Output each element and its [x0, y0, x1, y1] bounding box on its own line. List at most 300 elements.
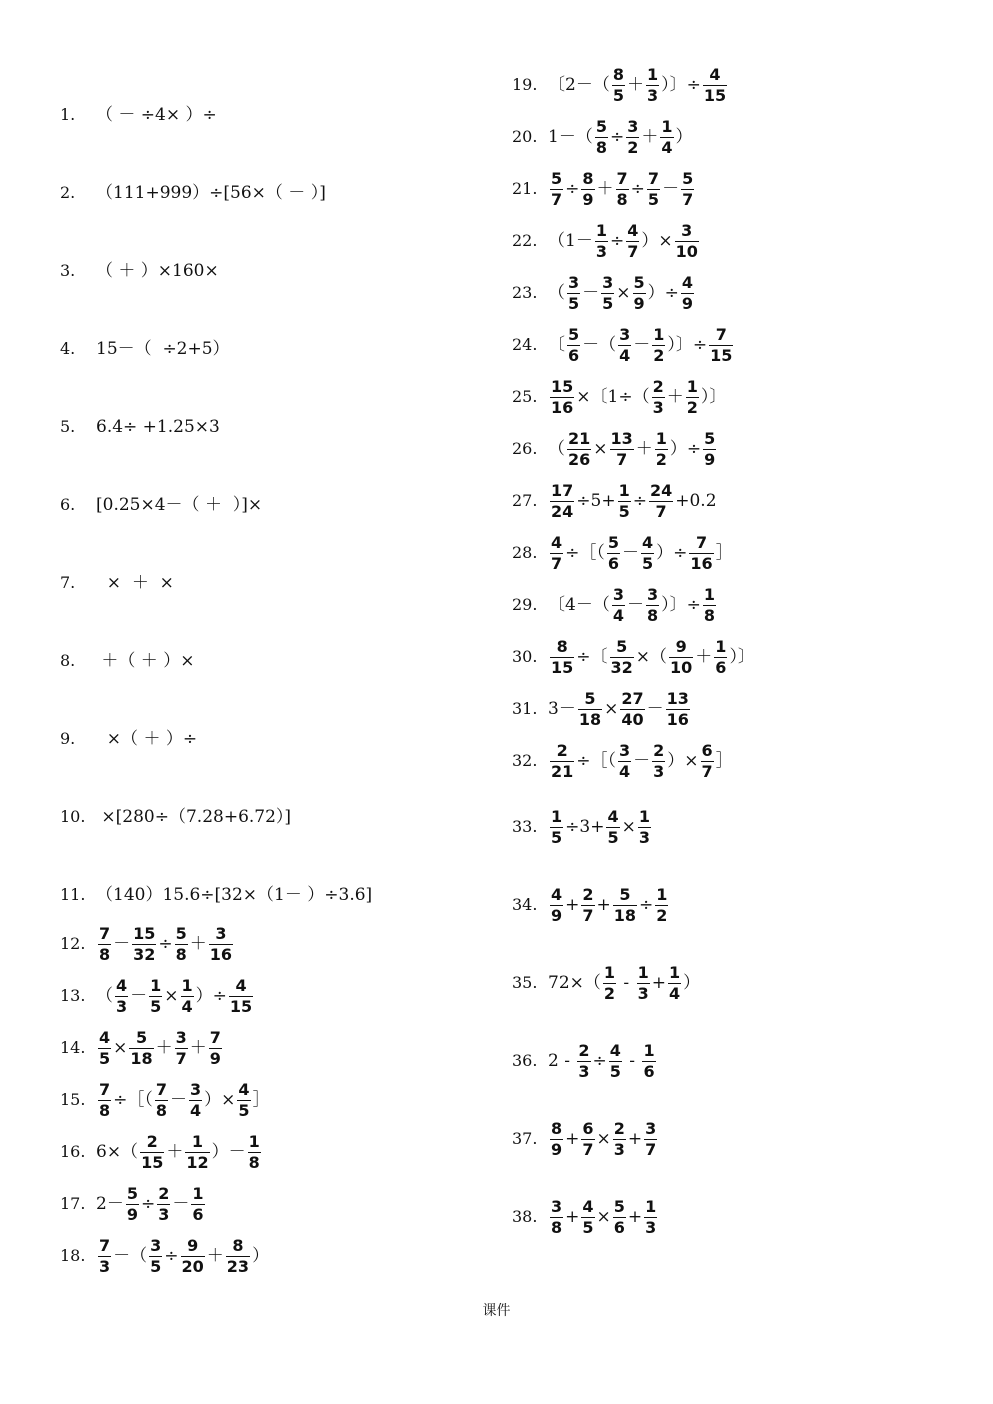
problem-1 — [60, 94, 217, 136]
fraction-denominator: 9 — [681, 293, 694, 313]
fraction-denominator: 4 — [661, 137, 673, 157]
fraction-numerator: 9 — [675, 636, 687, 656]
fraction — [637, 963, 650, 1004]
fraction-denominator: 16 — [666, 709, 689, 729]
expression-text: + — [565, 1128, 580, 1149]
fraction — [98, 1080, 111, 1121]
problem-number: 22. — [512, 231, 538, 250]
fraction-denominator: 16 — [551, 397, 574, 417]
fraction-denominator: 9 — [633, 293, 645, 313]
problem-number: 19. — [512, 75, 538, 94]
fraction — [681, 169, 694, 210]
fraction-denominator: 32 — [610, 657, 633, 677]
fraction-numerator: 4 — [582, 1196, 594, 1216]
fraction — [668, 963, 681, 1004]
fraction-denominator: 3 — [613, 1139, 625, 1159]
problem-4 — [60, 328, 230, 370]
fraction — [613, 885, 637, 926]
fraction — [652, 741, 665, 782]
expression-text: － — [646, 698, 664, 719]
fraction-numerator: 6 — [582, 1118, 594, 1138]
fraction-denominator: 5 — [582, 1217, 594, 1237]
expression-text: － — [633, 334, 651, 355]
fraction — [601, 273, 614, 314]
fraction-numerator: 3 — [627, 116, 639, 136]
fraction-denominator: 9 — [551, 905, 563, 925]
fraction-numerator: 9 — [187, 1235, 199, 1255]
fraction — [641, 533, 654, 574]
fraction — [229, 976, 253, 1017]
fraction-denominator: 5 — [99, 1048, 111, 1068]
fraction-numerator: 4 — [116, 975, 128, 995]
expression-text: + — [565, 894, 580, 915]
fraction-denominator: 3 — [638, 827, 650, 847]
fraction-numerator: 7 — [155, 1079, 168, 1099]
fraction — [550, 169, 563, 210]
fraction — [606, 807, 619, 848]
expression-text: ÷ — [158, 933, 173, 954]
fraction-denominator: 3 — [637, 983, 649, 1003]
fraction-denominator: 9 — [209, 1048, 221, 1068]
fraction — [609, 1041, 622, 1082]
fraction-denominator: 3 — [653, 761, 665, 781]
expression-text: － — [172, 1193, 190, 1214]
expression-text: ×（ — [635, 646, 668, 667]
problem-number: 29. — [512, 595, 538, 614]
fraction-numerator: 3 — [551, 1196, 563, 1216]
fraction — [581, 885, 594, 926]
expression-text: ＋ — [666, 386, 684, 407]
problem-33 — [512, 806, 653, 848]
fraction-numerator: 1 — [248, 1131, 260, 1151]
fraction-denominator: 5 — [150, 996, 162, 1016]
fraction-denominator: 18 — [613, 905, 637, 925]
expression-text: + — [627, 1128, 643, 1149]
fraction-numerator: 3 — [645, 1118, 657, 1138]
fraction-denominator: 6 — [607, 553, 620, 573]
fraction-numerator: 1 — [551, 806, 563, 826]
fraction — [550, 1197, 563, 1238]
fraction-numerator: 3 — [602, 272, 614, 292]
problem-35 — [512, 962, 700, 1004]
fraction — [681, 273, 694, 314]
expression-text: ＋ — [641, 126, 659, 147]
fraction — [550, 885, 563, 926]
fraction-denominator: 4 — [619, 761, 631, 781]
fraction-numerator: 5 — [704, 428, 716, 448]
fraction-denominator: 4 — [668, 983, 681, 1003]
expression-text: ）÷ — [669, 438, 702, 459]
fraction-numerator: 8 — [582, 168, 594, 188]
problem-31 — [512, 688, 692, 730]
expression-text: ）× — [667, 750, 699, 771]
fraction — [644, 1119, 657, 1160]
expression-text: ） — [252, 1245, 270, 1266]
expression-text: + — [627, 1206, 643, 1227]
fraction-numerator: 5 — [551, 168, 563, 188]
fraction-denominator: 9 — [551, 1139, 563, 1159]
expression-text: ）〕÷ — [661, 74, 701, 95]
fraction-numerator: 15 — [551, 376, 574, 396]
fraction-numerator: 2 — [653, 740, 665, 760]
problem-2 — [60, 172, 326, 214]
fraction-numerator: 1 — [643, 1040, 655, 1060]
expression-text: （ — [96, 985, 113, 1006]
expression-text: ）× — [204, 1089, 236, 1110]
fraction — [550, 637, 574, 678]
fraction-numerator: 1 — [192, 1183, 204, 1203]
fraction-numerator: 1 — [645, 1196, 657, 1216]
fraction-denominator: 2 — [627, 137, 639, 157]
expression-text: － — [662, 178, 680, 199]
problem-26 — [512, 428, 718, 470]
fraction-denominator: 6 — [643, 1061, 655, 1081]
fraction-denominator: 32 — [133, 944, 156, 964]
expression-text: ］ — [715, 542, 733, 563]
fraction-numerator: 1 — [653, 324, 665, 344]
fraction-numerator: 7 — [715, 324, 727, 344]
expression-text: ×〔1÷（ — [576, 386, 650, 407]
fraction — [618, 481, 631, 522]
problem-number: 38. — [512, 1207, 538, 1226]
fraction — [647, 169, 660, 210]
fraction-denominator: 15 — [229, 996, 253, 1016]
fraction — [638, 807, 651, 848]
fraction-denominator: 5 — [551, 827, 563, 847]
fraction-denominator: 2 — [655, 449, 667, 469]
expression-text: ÷5+ — [576, 490, 616, 511]
fraction-numerator: 2 — [556, 740, 568, 760]
expression-text: ］ — [715, 750, 733, 771]
fraction — [226, 1236, 250, 1277]
fraction — [577, 1041, 590, 1082]
fraction-denominator: 15 — [703, 85, 727, 105]
expression-text: 2－ — [96, 1193, 124, 1214]
fraction — [157, 1184, 170, 1225]
fraction-numerator: 13 — [610, 428, 633, 448]
fraction-denominator: 4 — [181, 996, 193, 1016]
expression-text: －（ — [113, 1245, 148, 1266]
fraction — [603, 963, 616, 1004]
fraction-denominator: 2 — [656, 905, 668, 925]
expression-text: ÷ — [164, 1245, 179, 1266]
fraction — [578, 689, 602, 730]
fraction-numerator: 5 — [135, 1027, 148, 1047]
fraction-numerator: 1 — [686, 376, 698, 396]
fraction — [646, 585, 659, 626]
fraction — [613, 1119, 626, 1160]
fraction — [703, 429, 716, 470]
fraction — [209, 924, 233, 965]
fraction — [626, 117, 639, 158]
fraction-numerator: 8 — [232, 1235, 244, 1255]
fraction-numerator: 5 — [584, 688, 596, 708]
fraction-denominator: 8 — [703, 605, 715, 625]
fraction-denominator: 8 — [551, 1217, 563, 1237]
fraction — [189, 1080, 202, 1121]
fraction-denominator: 6 — [192, 1204, 204, 1224]
expression-text: [0.25×4－（ ＋ ）]× — [96, 494, 263, 515]
fraction — [607, 533, 620, 574]
fraction — [633, 273, 646, 314]
fraction — [703, 65, 727, 106]
fraction-denominator: 9 — [126, 1204, 138, 1224]
fraction — [140, 1132, 164, 1173]
fraction-denominator: 15 — [710, 345, 733, 365]
problem-number: 28. — [512, 543, 538, 562]
problem-number: 6. — [60, 495, 76, 514]
fraction-denominator: 7 — [616, 449, 628, 469]
fraction-denominator: 4 — [190, 1100, 202, 1120]
expression-text: × ＋ × — [96, 572, 174, 593]
fraction — [149, 1236, 162, 1277]
problem-24 — [512, 324, 735, 366]
problem-22 — [512, 220, 701, 262]
fraction-denominator: 10 — [675, 241, 698, 261]
fraction-denominator: 7 — [701, 761, 713, 781]
problem-8 — [60, 640, 194, 682]
expression-text: ）〕 — [700, 386, 727, 407]
fraction-numerator: 1 — [661, 116, 673, 136]
fraction — [550, 377, 574, 418]
problem-19 — [512, 64, 729, 106]
fraction-denominator: 16 — [209, 944, 233, 964]
fraction — [550, 481, 574, 522]
problem-number: 35. — [512, 973, 538, 992]
fraction-numerator: 4 — [607, 806, 619, 826]
fraction-denominator: 2 — [653, 345, 665, 365]
expression-text: ＋ — [155, 1037, 173, 1058]
fraction-denominator: 15 — [141, 1152, 164, 1172]
fraction — [689, 533, 713, 574]
fraction-numerator: 4 — [642, 532, 654, 552]
expression-text: 〔2－（ — [548, 74, 610, 95]
problem-12 — [60, 923, 235, 965]
fraction-numerator: 7 — [99, 1079, 111, 1099]
fraction — [175, 1028, 188, 1069]
fraction-numerator: 3 — [612, 584, 624, 604]
fraction-denominator: 18 — [578, 709, 602, 729]
fraction-numerator: 1 — [656, 884, 668, 904]
fraction-denominator: 7 — [582, 1139, 594, 1159]
fraction-numerator: 1 — [595, 220, 607, 240]
expression-text: ＋ — [596, 178, 614, 199]
fraction — [115, 976, 128, 1017]
problem-number: 31. — [512, 699, 538, 718]
fraction-denominator: 12 — [186, 1152, 209, 1172]
fraction — [618, 741, 631, 782]
expression-text: ÷ — [609, 230, 625, 251]
fraction — [595, 117, 608, 158]
fraction-denominator: 6 — [613, 1217, 625, 1237]
fraction — [175, 924, 188, 965]
problem-number: 5. — [60, 417, 76, 436]
problem-20 — [512, 116, 693, 158]
expression-text: ÷［（ — [576, 750, 617, 771]
fraction — [550, 741, 574, 782]
fraction — [646, 65, 659, 106]
fraction-denominator: 2 — [603, 983, 616, 1003]
expression-text: ＋（ ＋ ）× — [96, 650, 195, 671]
fraction-numerator: 3 — [619, 324, 631, 344]
fraction-numerator: 2 — [578, 1040, 590, 1060]
fraction — [209, 1028, 222, 1069]
problem-number: 4. — [60, 339, 76, 358]
fraction-denominator: 7 — [551, 553, 563, 573]
expression-text: ÷［（ — [565, 542, 605, 563]
fraction-numerator: 4 — [551, 884, 563, 904]
fraction — [181, 976, 194, 1017]
expression-text: × — [593, 438, 608, 459]
fraction-denominator: 8 — [175, 944, 187, 964]
fraction-numerator: 1 — [181, 975, 193, 995]
expression-text: × — [604, 698, 619, 719]
fraction — [581, 1119, 594, 1160]
problem-number: 1. — [60, 105, 76, 124]
problem-number: 13. — [60, 986, 86, 1005]
fraction — [248, 1132, 261, 1173]
fraction-denominator: 3 — [99, 1256, 111, 1276]
problem-number: 27. — [512, 491, 538, 510]
fraction-denominator: 9 — [704, 449, 716, 469]
expression-text: 15－（ ÷2+5） — [96, 338, 230, 359]
fraction-numerator: 13 — [666, 688, 689, 708]
expression-text: ×[280÷（7.28+6.72）] — [96, 806, 292, 827]
problem-number: 18. — [60, 1246, 86, 1265]
fraction — [155, 1080, 168, 1121]
fraction-denominator: 4 — [619, 345, 631, 365]
fraction — [655, 429, 668, 470]
fraction — [567, 325, 580, 366]
fraction — [185, 1132, 209, 1173]
problem-number: 7. — [60, 573, 76, 592]
fraction — [610, 429, 634, 470]
expression-text: ］ — [252, 1089, 270, 1110]
fraction-denominator: 8 — [99, 1100, 111, 1120]
fraction-numerator: 2 — [146, 1131, 158, 1151]
fraction-denominator: 16 — [690, 553, 713, 573]
fraction-numerator: 8 — [612, 64, 624, 84]
fraction-denominator: 5 — [612, 85, 624, 105]
expression-text: ＋ — [206, 1245, 224, 1266]
expression-text: × — [621, 816, 636, 837]
fraction — [550, 533, 563, 574]
fraction-numerator: 4 — [609, 1040, 621, 1060]
problem-5 — [60, 406, 220, 448]
fraction-numerator: 3 — [568, 272, 580, 292]
fraction-denominator: 5 — [568, 293, 580, 313]
fraction — [686, 377, 699, 418]
problem-36 — [512, 1040, 658, 1082]
fraction-denominator: 8 — [155, 1100, 168, 1120]
expression-text: － — [170, 1089, 188, 1110]
problem-32 — [512, 740, 733, 782]
problem-number: 25. — [512, 387, 538, 406]
problem-13 — [60, 975, 255, 1017]
problem-37 — [512, 1118, 659, 1160]
fraction-denominator: 6 — [715, 657, 727, 677]
fraction-numerator: 4 — [551, 532, 563, 552]
fraction-numerator: 1 — [637, 962, 649, 982]
fraction-numerator: 5 — [682, 168, 694, 188]
problem-number: 21. — [512, 179, 538, 198]
fraction-numerator: 1 — [655, 428, 667, 448]
problem-number: 12. — [60, 934, 86, 953]
fraction-numerator: 7 — [616, 168, 628, 188]
expression-text: － — [622, 542, 640, 563]
fraction-denominator: 5 — [238, 1100, 250, 1120]
fraction-denominator: 5 — [150, 1256, 162, 1276]
fraction-denominator: 5 — [607, 827, 619, 847]
fraction-denominator: 8 — [646, 605, 659, 625]
expression-text: × — [164, 985, 179, 1006]
fraction — [595, 221, 608, 262]
expression-text: × — [616, 282, 631, 303]
fraction-denominator: 5 — [602, 293, 614, 313]
fraction-numerator: 27 — [621, 688, 644, 708]
fraction-numerator: 4 — [99, 1027, 111, 1047]
fraction-denominator: 10 — [670, 657, 693, 677]
fraction — [701, 741, 714, 782]
fraction-numerator: 15 — [133, 923, 156, 943]
fraction-denominator: 7 — [551, 189, 563, 209]
fraction-numerator: 1 — [191, 1131, 204, 1151]
fraction — [550, 1119, 563, 1160]
expression-text: ×（ ＋ ）÷ — [96, 728, 198, 749]
fraction-denominator: 5 — [618, 501, 630, 521]
problem-10 — [60, 796, 291, 838]
fraction — [642, 1041, 655, 1082]
fraction-denominator: 3 — [595, 241, 607, 261]
fraction — [660, 117, 673, 158]
expression-text: 72×（ — [548, 972, 601, 993]
fraction — [652, 377, 665, 418]
fraction — [644, 1197, 657, 1238]
problem-11 — [60, 874, 372, 916]
problem-number: 33. — [512, 817, 538, 836]
fraction-numerator: 3 — [646, 584, 659, 604]
problem-16 — [60, 1131, 263, 1173]
fraction-numerator: 7 — [647, 168, 660, 188]
fraction-numerator: 2 — [652, 376, 664, 396]
fraction-denominator: 3 — [578, 1061, 590, 1081]
expression-text: ÷ — [632, 490, 647, 511]
fraction-numerator: 6 — [701, 740, 713, 760]
fraction-denominator: 5 — [609, 1061, 621, 1081]
fraction — [98, 924, 111, 965]
problem-number: 8. — [60, 651, 76, 670]
expression-text: 〔4－（ — [548, 594, 610, 615]
expression-text: － — [633, 750, 651, 771]
fraction-numerator: 4 — [709, 64, 721, 84]
expression-text: （ ＋ ）×160× — [96, 260, 219, 281]
expression-text: + — [596, 894, 611, 915]
fraction — [652, 325, 665, 366]
fraction-numerator: 5 — [613, 1196, 625, 1216]
problem-number: 23. — [512, 283, 538, 302]
fraction — [675, 221, 699, 262]
expression-text: （ — [548, 438, 565, 459]
problem-number: 34. — [512, 895, 538, 914]
problem-number: 36. — [512, 1051, 538, 1070]
fraction-denominator: 7 — [627, 241, 639, 261]
fraction-denominator: 9 — [582, 189, 594, 209]
fraction-numerator: 1 — [668, 962, 681, 982]
fraction-denominator: 4 — [612, 605, 624, 625]
fraction — [567, 429, 591, 470]
fraction-numerator: 7 — [99, 1235, 111, 1255]
expression-text: 6.4÷ +1.25×3 — [96, 416, 220, 437]
